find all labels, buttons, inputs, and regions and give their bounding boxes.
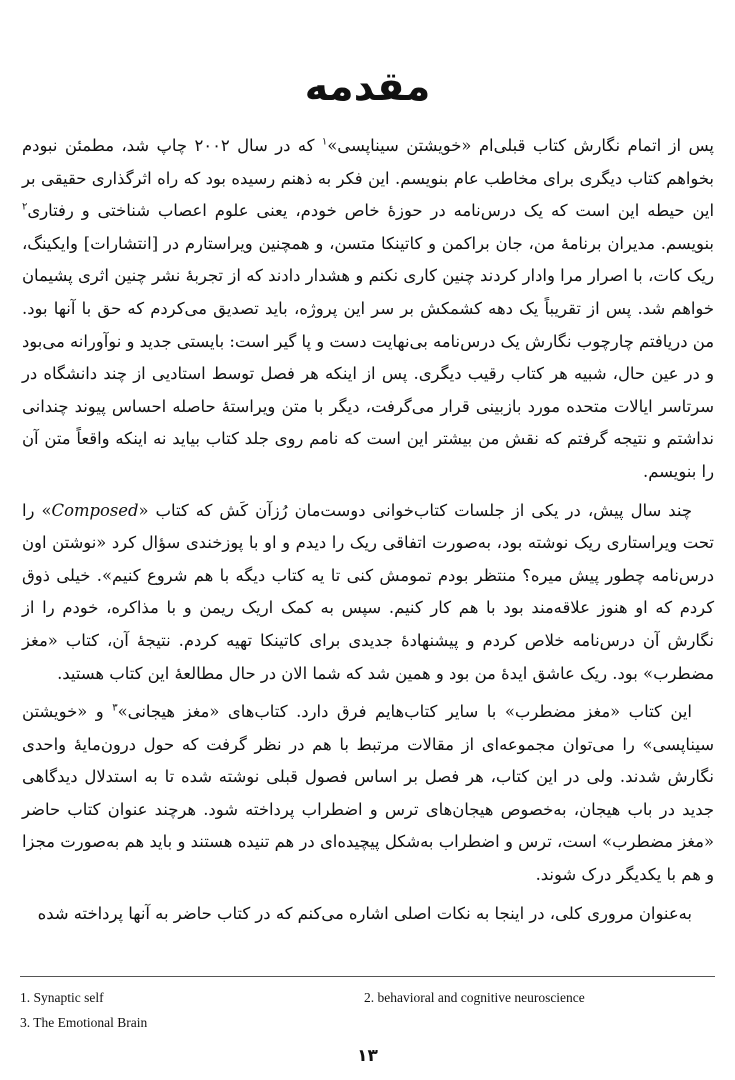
paragraph-1-part-b: که در سال ۲۰۰۲ چاپ شد، مطمئن نبودم بخواهم کتاب دیگری برای مخاطب عام بنویسم. این فکر به ذهنم رسیده بود که راه اثرگذاری حقیقی بر این حیطه این است که یک درس‌نامه در حوزهٔ خاص خودم، یعنی علوم اعصاب شناختی و رفتاری (22, 136, 714, 221)
paragraph-3-part-b: و «خویشتن سیناپسی» را می‌توان مجموعه‌ای از مقالات مرتبط با هم در نظر گرفت که حول درون‌مایهٔ واحدی نگارش شدند. ولی در این کتاب، هر فصل بر اساس فصول قبلی نوشته شده تا به استدلال دیدگاهی جدید در باب هیجان، به‌خصوص هیجان‌های ترس و اضطراب پرداخته شود. هرچند عنوان کتاب حاضر «مغز مضطرب» است، ترس و اضطراب به‌شکل پیچیده‌ای در هم تنیده هستند و باید هم به‌صورت مجزا و هم با یکدیگر درک شوند. (22, 702, 714, 885)
paragraph-3 (22, 696, 714, 892)
footnote-marker-2: ۲ (22, 201, 28, 213)
paragraph-2 (22, 495, 714, 691)
footnote-1: 1. Synaptic self (20, 990, 104, 1005)
paragraph-1 (22, 130, 714, 489)
footnote-3: 3. The Emotional Brain (20, 1015, 148, 1030)
paragraph-2-part-b: » را تحت ویراستاری ریک نوشته بود، به‌صورت اتفاقی ریک را دیدم و او با پوزخندی سؤال کرد «نوشتن اون درس‌نامه چطور پیش میره؟ منتظر بودم تمومش کنی تا یه کتاب دیگه با هم شروع کنیم». خیلی ذوق کردم که او هنوز علاقه‌مند بود با هم کار کنیم. سپس به کمک اریک ریمن و با مذاکره، خودم را از نگارش آن درس‌نامه خلاص کردم و پیشنهادهٔ جدیدی برای کاتینکا تهیه کردم. نتیجهٔ آن، کتاب «مغز مضطرب» بود. ریک عاشق ایدهٔ من بود و همین شد که شما الان در حال مطالعهٔ این کتاب هستید. (22, 500, 714, 683)
footnote-marker-3: ۳ (112, 702, 118, 714)
paragraph-4: به‌عنوان مروری کلی، در اینجا به نکات اصلی اشاره می‌کنم که در کتاب حاضر به آنها پرداخته شده (37, 903, 692, 923)
page-number: ۱۳ (357, 1046, 378, 1066)
paragraph-3-part-a: این کتاب «مغز مضطرب» با سایر کتاب‌هایم فرق دارد. کتاب‌های «مغز هیجانی» (117, 702, 692, 722)
paragraph-1-part-a: پس از اتمام نگارش کتاب قبلی‌ام «خویشتن سیناپسی» (327, 136, 714, 155)
footnote-divider (20, 976, 715, 977)
body-text (22, 130, 714, 936)
paragraph-2-part-a: چند سال پیش، در یکی از جلسات کتاب‌خوانی دوست‌مان رُزآن کَش که کتاب « (138, 500, 692, 520)
footnote-marker-1: ۱ (321, 136, 328, 148)
paragraph-1-part-c: بنویسم. مدیران برنامهٔ من، جان براکمن و کاتینکا متسن، و همچنین ویراستارم در [انتشارات] وایکینگ، ریک کات، با اصرار مرا وادار کردند چنین کاری نکنم و هشدار دادند که از تجربهٔ نشر چنین اثری پشیمان خواهم شد. پس از تقریباً یک دهه کشمکش بر سر این پروژه، باید تصدیق می‌کردم که حق با آنها بود. من دریافتم چارچوب نگارش یک درس‌نامه بی‌نهایت دست و پا گیر است: بایستی جدید و نوآورانه می‌بود و در عین حال، شبیه هر کتاب رقیب دیگری. پس از اینکه هر فصل توسط استادیی از چند دانشگاه در سرتاسر ایالات متحده مورد بازبینی قرار می‌گرفت، دیگر با متن ویراستهٔ حاصله احساس پیوند چندانی نداشتم و نتیجه گرفتم که نقش من بیشتر این است که نامم روی جلد کتاب بیاید نه اینکه واقعاً متن آن را بنویسم. (22, 233, 714, 481)
footnote-2: 2. behavioral and cognitive neuroscience (364, 990, 585, 1005)
composed-book-title: Composed (51, 500, 139, 520)
page-title: مقدمه (304, 63, 431, 110)
